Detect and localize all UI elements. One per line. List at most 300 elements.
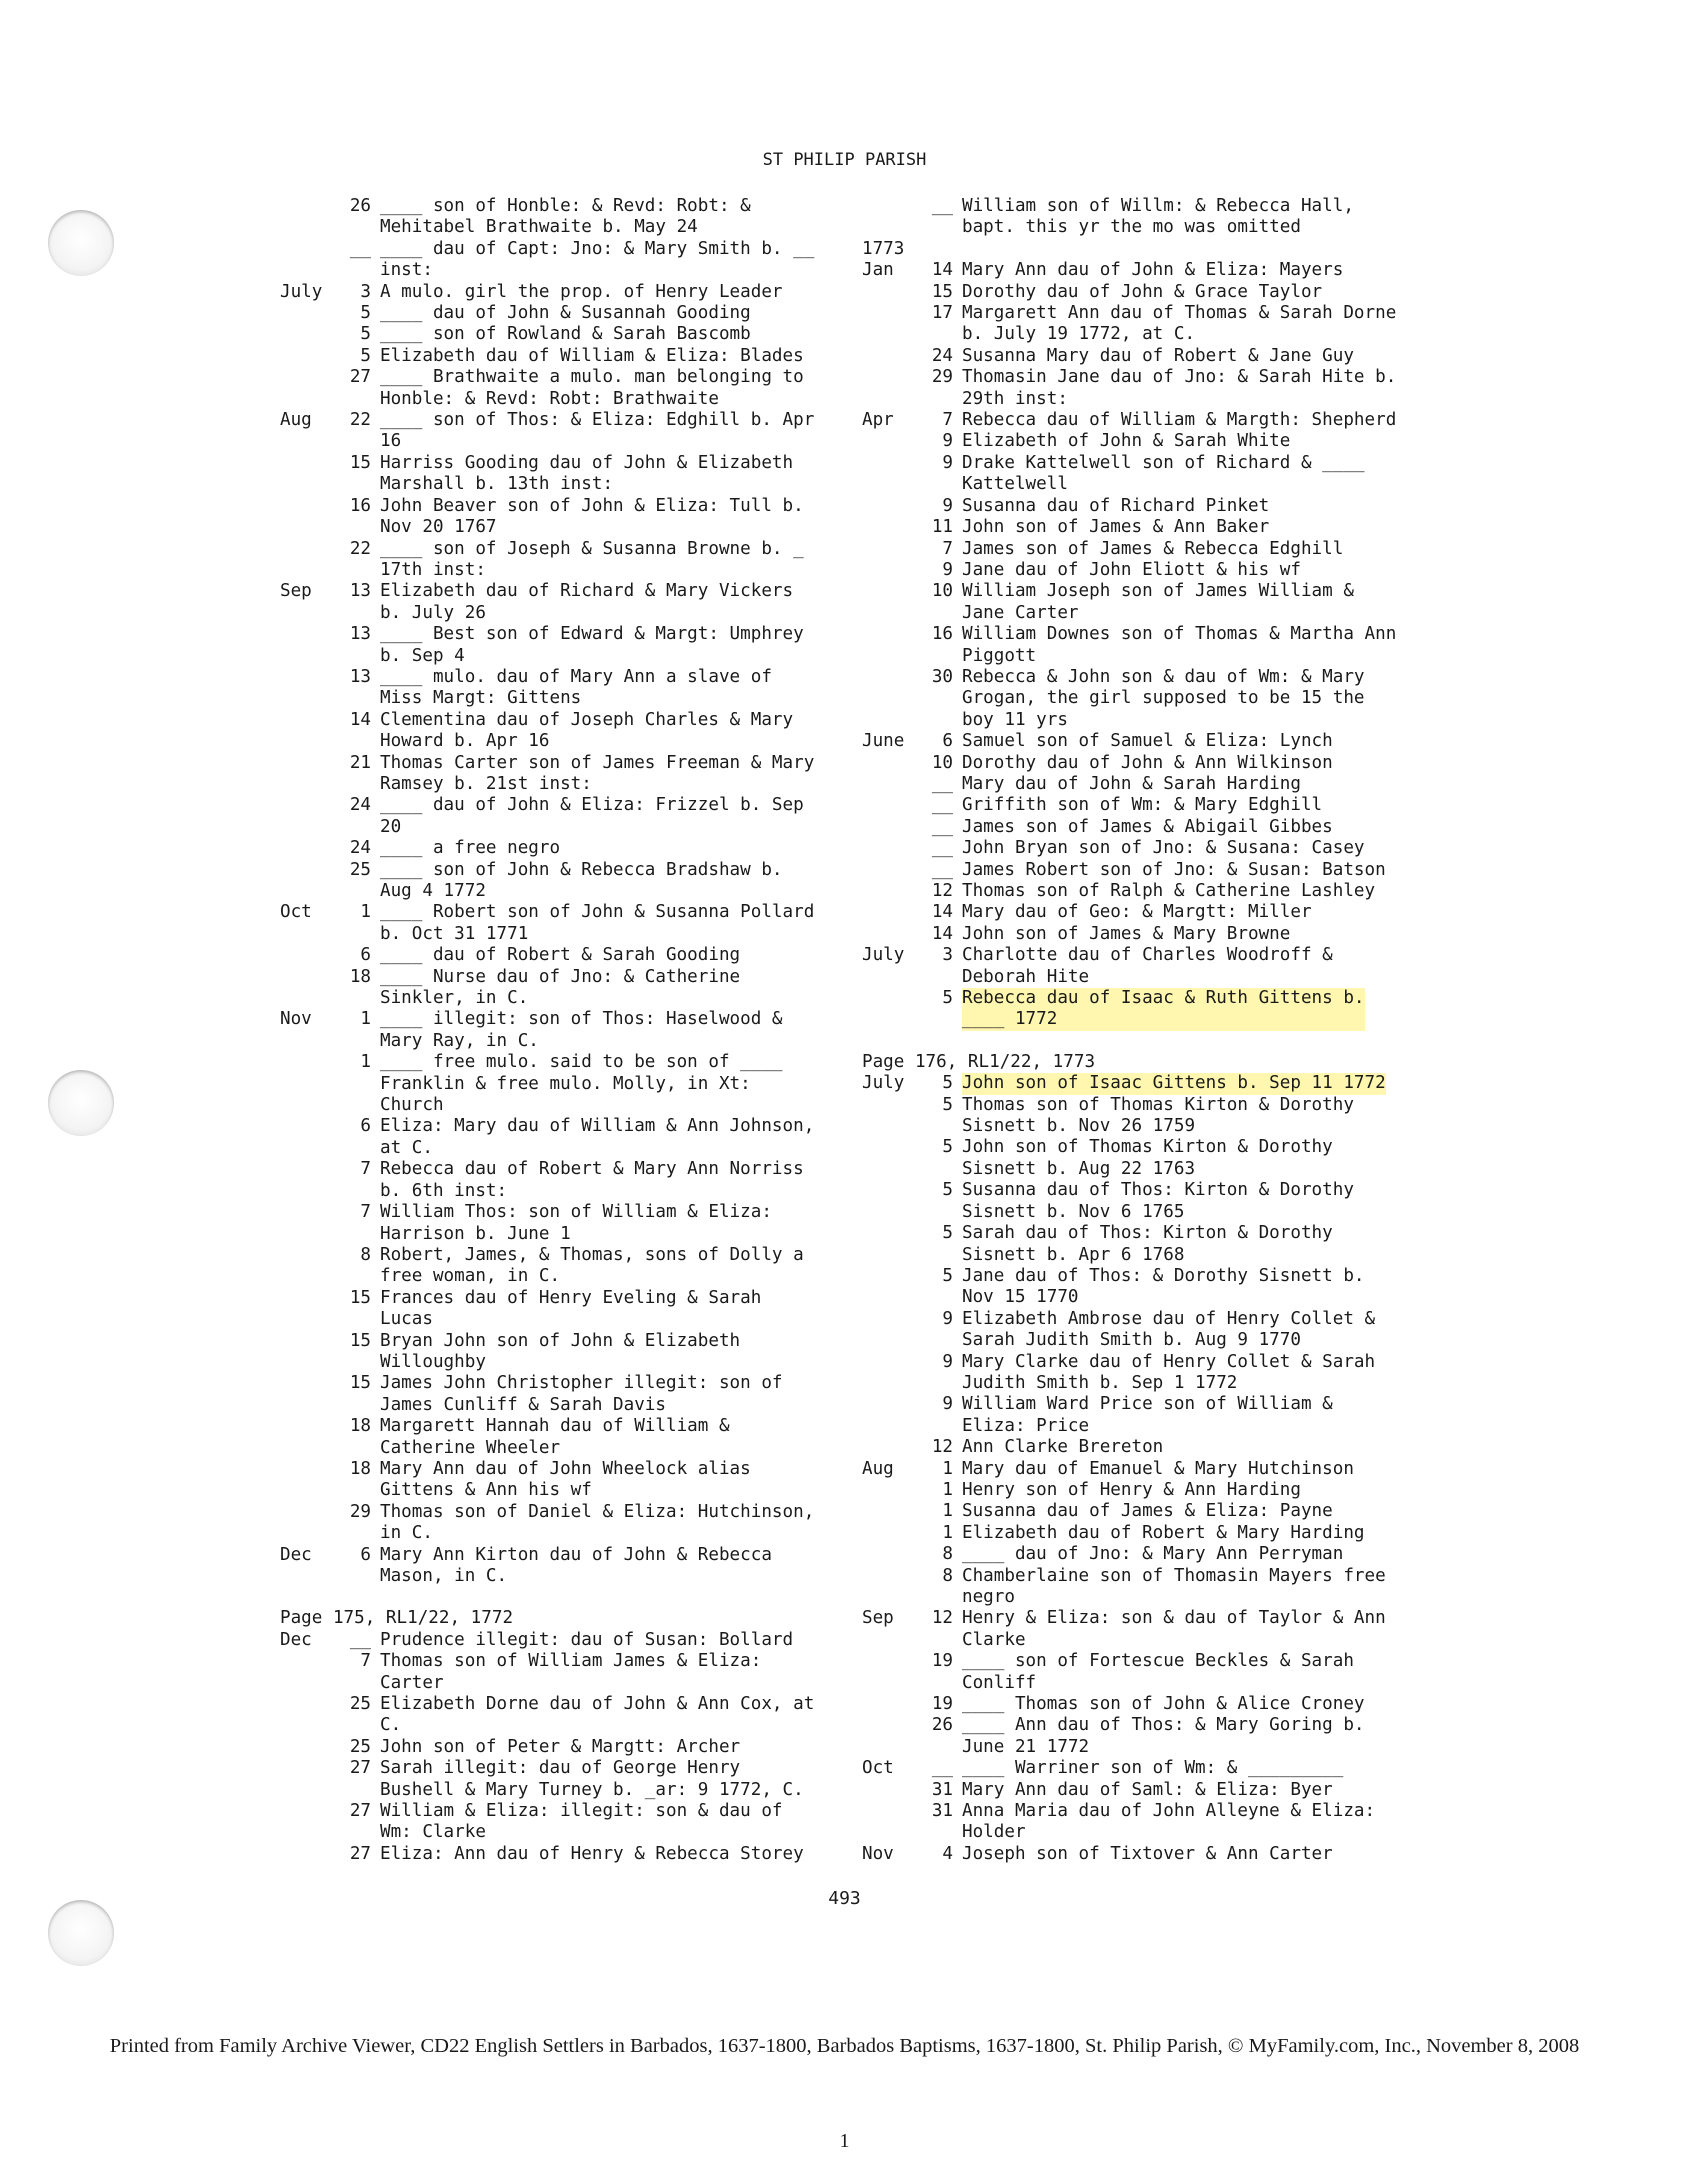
entry-line: Deborah Hite xyxy=(962,966,1090,987)
entry-line: ____ dau of Capt: Jno: & Mary Smith b. __ xyxy=(380,238,815,259)
entry-day: 12 xyxy=(931,1608,953,1629)
baptism-entry xyxy=(862,196,1422,239)
entry-month xyxy=(862,346,918,367)
entry-line: ____ Best son of Edward & Margt: Umphrey xyxy=(380,624,804,645)
baptism-entry xyxy=(280,539,840,582)
sheet-number: 1 xyxy=(839,2130,850,2152)
entry-month: Sep xyxy=(280,581,312,602)
baptism-entry xyxy=(862,753,1422,774)
baptism-entry xyxy=(862,453,1422,496)
entry-day: 8 xyxy=(942,1565,953,1586)
baptism-entry xyxy=(862,1801,1422,1844)
entry-text xyxy=(962,1715,1365,1758)
entry-line: Church xyxy=(380,1095,444,1116)
entry-day: 16 xyxy=(349,495,371,516)
entry-text xyxy=(380,1331,740,1374)
entry-month xyxy=(862,367,918,410)
entry-month xyxy=(280,1116,336,1159)
entry-line: ____ Ann dau of Thos: & Mary Goring b. xyxy=(962,1715,1365,1736)
baptism-entry xyxy=(862,731,1422,752)
entry-text xyxy=(962,1459,1354,1480)
entry-month: Nov xyxy=(280,1009,312,1030)
baptism-entry xyxy=(862,346,1422,367)
entry-text xyxy=(962,860,1386,881)
entry-line: Anna Maria dau of John Alleyne & Eliza: xyxy=(962,1801,1376,1822)
baptism-entry xyxy=(862,667,1422,731)
entry-text xyxy=(380,1502,814,1545)
entry-text xyxy=(962,303,1396,346)
entry-text xyxy=(962,1694,1365,1715)
entry-month xyxy=(280,1202,336,1245)
entry-line: ____ dau of Jno: & Mary Ann Perryman xyxy=(962,1544,1344,1565)
entry-day: 9 xyxy=(942,1394,953,1415)
entry-line: Sisnett b. Aug 22 1763 xyxy=(962,1158,1196,1179)
baptism-entry xyxy=(280,1459,840,1502)
entry-line: Mary dau of Emanuel & Mary Hutchinson xyxy=(962,1458,1354,1479)
baptism-entry xyxy=(280,1288,840,1331)
entry-text xyxy=(380,1651,761,1694)
entry-text xyxy=(380,667,772,710)
entry-line: ____ son of Joseph & Susanna Browne b. _ xyxy=(380,538,804,559)
entry-line: Judith Smith b. Sep 1 1772 xyxy=(962,1372,1238,1393)
entry-line: Mary Ann dau of Saml: & Eliza: Byer xyxy=(962,1779,1333,1800)
entry-day: 6 xyxy=(360,1544,371,1565)
entry-day: 9 xyxy=(942,431,953,452)
entry-day: 15 xyxy=(349,1287,371,1308)
entry-month: Dec xyxy=(280,1629,312,1650)
entry-line: Howard b. Apr 16 xyxy=(380,731,550,752)
entry-text xyxy=(380,1694,814,1737)
entry-text xyxy=(380,710,793,753)
baptism-entry xyxy=(862,1459,1422,1480)
entry-text xyxy=(380,239,814,282)
entry-month xyxy=(280,1694,336,1737)
entry-line: Thomas son of Daniel & Eliza: Hutchinson, xyxy=(380,1501,815,1522)
entry-text xyxy=(962,753,1333,774)
entry-text xyxy=(962,539,1343,560)
entry-text xyxy=(962,1544,1343,1565)
entry-text xyxy=(380,282,783,303)
entry-line: Holder xyxy=(962,1822,1026,1843)
entry-text xyxy=(380,496,804,539)
baptism-entry xyxy=(862,303,1422,346)
entry-line: b. July 19 1772, at C. xyxy=(962,324,1196,345)
entry-month xyxy=(862,1566,918,1609)
entry-day: 13 xyxy=(349,581,371,602)
baptism-entry xyxy=(280,581,840,624)
entry-month: Sep xyxy=(862,1608,894,1629)
baptism-entry xyxy=(280,303,840,324)
entry-line: John Beaver son of John & Eliza: Tull b. xyxy=(380,495,804,516)
entry-text xyxy=(380,1630,793,1651)
entry-line: Eliza: Ann dau of Henry & Rebecca Storey xyxy=(380,1843,804,1864)
entry-day: 15 xyxy=(931,281,953,302)
baptism-entry xyxy=(280,1844,840,1865)
entry-line: Thomas Carter son of James Freeman & Mary xyxy=(380,752,815,773)
entry-day: 25 xyxy=(349,859,371,880)
entry-line: Mary dau of Geo: & Margtt: Miller xyxy=(962,902,1312,923)
entry-month xyxy=(280,346,336,367)
entry-text xyxy=(962,795,1322,816)
entry-line: at C. xyxy=(380,1137,433,1158)
entry-text xyxy=(962,1180,1354,1223)
entry-line: Sinkler, in C. xyxy=(380,988,529,1009)
entry-line: Thomas son of Ralph & Catherine Lashley xyxy=(962,881,1376,901)
entry-month xyxy=(862,667,918,731)
entry-month xyxy=(280,1801,336,1844)
entry-line: Thomasin Jane dau of Jno: & Sarah Hite b. xyxy=(962,367,1397,388)
entry-day: 26 xyxy=(931,1715,953,1736)
entry-day: 19 xyxy=(931,1694,953,1715)
entry-day: 22 xyxy=(349,538,371,559)
baptism-entry xyxy=(280,367,840,410)
entry-month xyxy=(862,581,918,624)
entry-month xyxy=(862,1266,918,1309)
entry-line: Henry & Eliza: son & dau of Taylor & Ann xyxy=(962,1608,1386,1629)
entry-day: __ xyxy=(931,859,953,880)
entry-day: 31 xyxy=(931,1779,953,1800)
baptism-entry xyxy=(862,924,1422,945)
entry-month xyxy=(862,988,918,1031)
entry-line: Piggott xyxy=(962,645,1037,666)
baptism-entry xyxy=(862,624,1422,667)
entry-line: Gittens & Ann his wf xyxy=(380,1480,592,1501)
entry-line: Aug 4 1772 xyxy=(380,881,486,901)
entry-month: July xyxy=(862,945,905,966)
entry-day: 15 xyxy=(349,1373,371,1394)
entry-day: 30 xyxy=(931,666,953,687)
entry-day: 5 xyxy=(942,1265,953,1286)
entry-text xyxy=(380,1373,783,1416)
entry-day: 27 xyxy=(349,1801,371,1822)
entry-month xyxy=(280,753,336,796)
entry-text xyxy=(962,346,1354,367)
entry-month xyxy=(862,453,918,496)
entry-text xyxy=(962,496,1269,517)
baptism-entry xyxy=(862,1394,1422,1437)
entry-day: 7 xyxy=(360,1202,371,1223)
entry-day: 22 xyxy=(349,410,371,431)
entry-line: John son of Peter & Margtt: Archer xyxy=(380,1736,741,1757)
entry-line: Mehitabel Brathwaite b. May 24 xyxy=(380,217,698,238)
baptism-entry xyxy=(280,1009,840,1052)
entry-month xyxy=(862,624,918,667)
entry-day: 1 xyxy=(942,1458,953,1479)
entry-month xyxy=(862,1694,918,1715)
entry-month xyxy=(280,1288,336,1331)
baptism-entry xyxy=(280,667,840,710)
entry-line: William Thos: son of William & Eliza: xyxy=(380,1202,772,1223)
baptism-entry xyxy=(280,795,840,838)
entry-day: 27 xyxy=(349,367,371,388)
entry-line: Bryan John son of John & Elizabeth xyxy=(380,1330,741,1351)
entry-line: Rebecca dau of Isaac & Ruth Gittens b. xyxy=(962,988,1365,1009)
entry-line: Jane dau of Thos: & Dorothy Sisnett b. xyxy=(962,1265,1365,1286)
entry-day: 1 xyxy=(942,1501,953,1522)
entry-text xyxy=(380,303,751,324)
entry-month: Dec xyxy=(280,1544,312,1565)
entry-day: 10 xyxy=(931,581,953,602)
entry-text xyxy=(380,1844,804,1865)
entry-text xyxy=(962,453,1365,496)
entry-day: 1 xyxy=(942,1479,953,1500)
entry-line: ____ Warriner son of Wm: & _________ xyxy=(962,1758,1344,1779)
entry-line: Kattelwell xyxy=(962,474,1068,495)
entry-month xyxy=(280,945,336,966)
entry-month xyxy=(862,1309,918,1352)
entry-text xyxy=(380,1737,740,1758)
baptism-entry xyxy=(862,902,1422,923)
entry-day: 8 xyxy=(942,1544,953,1565)
entry-line: Mary Ann Kirton dau of John & Rebecca xyxy=(380,1544,772,1565)
baptism-entry xyxy=(862,1266,1422,1309)
entry-line: b. July 26 xyxy=(380,602,486,623)
entry-month xyxy=(280,367,336,410)
spacer xyxy=(280,1587,840,1608)
entry-text xyxy=(380,1545,772,1588)
entry-line: ____ Thomas son of John & Alice Croney xyxy=(962,1694,1365,1715)
entry-month: Aug xyxy=(280,410,312,431)
entry-text xyxy=(380,1459,751,1502)
entry-line: Conliff xyxy=(962,1672,1037,1693)
entry-line: 29th inst: xyxy=(962,388,1068,409)
entry-text xyxy=(962,1480,1301,1501)
entry-day: 5 xyxy=(360,303,371,324)
baptism-entry xyxy=(862,1480,1422,1501)
entry-line: Honble: & Revd: Robt: Brathwaite xyxy=(380,388,719,409)
entry-line: ____ son of Thos: & Eliza: Edghill b. Apr xyxy=(380,410,815,431)
baptism-entry xyxy=(280,753,840,796)
section-heading: Page 176, RL1/22, 1773 xyxy=(862,1051,1096,1072)
entry-month xyxy=(862,860,918,881)
baptism-entry xyxy=(862,1073,1422,1094)
entry-line: Clarke xyxy=(962,1629,1026,1650)
entry-day: 5 xyxy=(942,1137,953,1158)
entry-text xyxy=(380,1245,804,1288)
entry-month xyxy=(280,1651,336,1694)
entry-line: ____ son of Fortescue Beckles & Sarah xyxy=(962,1651,1354,1672)
baptism-entry xyxy=(280,1116,840,1159)
entry-text xyxy=(962,260,1343,281)
entry-month xyxy=(280,860,336,903)
baptism-entry xyxy=(862,795,1422,816)
entry-text xyxy=(380,346,804,367)
entry-line: in C. xyxy=(380,1523,433,1544)
entry-line: John son of Isaac Gittens b. Sep 11 1772 xyxy=(962,1073,1386,1094)
entry-text xyxy=(380,1052,783,1116)
entry-text xyxy=(962,1651,1354,1694)
page-number: 493 xyxy=(828,1888,861,1909)
entry-line: Eliza: Price xyxy=(962,1415,1090,1436)
baptism-entry xyxy=(862,945,1422,988)
entry-month xyxy=(280,795,336,838)
entry-line: ____ son of Rowland & Sarah Bascomb xyxy=(380,324,751,345)
entry-text xyxy=(962,196,1354,239)
entry-day: 7 xyxy=(360,1651,371,1672)
entry-day: 31 xyxy=(931,1801,953,1822)
entry-text xyxy=(962,517,1269,538)
entry-line: Thomas son of Thomas Kirton & Dorothy xyxy=(962,1094,1354,1115)
entry-line: Mary Ray, in C. xyxy=(380,1030,539,1051)
entry-line: James son of James & Rebecca Edghill xyxy=(962,538,1344,559)
entry-text xyxy=(962,1523,1365,1544)
entry-month xyxy=(280,1459,336,1502)
entry-line: Rebecca dau of William & Margth: Shepherd xyxy=(962,410,1397,431)
entry-day: 14 xyxy=(931,260,953,281)
entry-line: ____ Robert son of John & Susanna Pollard xyxy=(380,902,815,923)
entry-month xyxy=(862,924,918,945)
entry-day: 25 xyxy=(349,1736,371,1757)
entry-day: 6 xyxy=(360,1116,371,1137)
entry-text xyxy=(962,1309,1375,1352)
entry-line: William son of Willm: & Rebecca Hall, xyxy=(962,196,1354,216)
entry-line: Henry son of Henry & Ann Harding xyxy=(962,1479,1301,1500)
baptism-entry xyxy=(862,1844,1422,1865)
baptism-entry xyxy=(862,517,1422,538)
entry-line: Sarah illegit: dau of George Henry xyxy=(380,1758,741,1779)
entry-line: Prudence illegit: dau of Susan: Bollard xyxy=(380,1629,794,1650)
entry-line: Franklin & free mulo. Molly, in Xt: xyxy=(380,1073,751,1094)
entry-text xyxy=(962,1801,1375,1844)
entry-line: b. Oct 31 1771 xyxy=(380,923,529,944)
left-column xyxy=(280,196,840,1865)
baptism-entry xyxy=(280,1052,840,1116)
entry-text xyxy=(380,367,804,410)
entry-line: James Robert son of Jno: & Susan: Batson xyxy=(962,859,1386,880)
baptism-entry xyxy=(862,1095,1422,1138)
entry-day: 10 xyxy=(931,752,953,773)
entry-month xyxy=(280,453,336,496)
baptism-entry xyxy=(280,710,840,753)
entry-text xyxy=(962,1073,1386,1094)
entry-month: July xyxy=(862,1073,905,1094)
entry-month xyxy=(862,1651,918,1694)
entry-day: __ xyxy=(931,196,953,216)
section-heading: 1773 xyxy=(862,238,905,259)
entry-line: ____ son of Honble: & Revd: Robt: & xyxy=(380,196,751,216)
entry-month: Aug xyxy=(862,1458,894,1479)
entry-text xyxy=(962,924,1290,945)
entry-month xyxy=(862,496,918,517)
entry-day: 18 xyxy=(349,1416,371,1437)
baptism-entry xyxy=(280,1202,840,1245)
entry-month xyxy=(280,1758,336,1801)
entry-line: Susanna Mary dau of Robert & Jane Guy xyxy=(962,345,1354,366)
entry-day: 1 xyxy=(360,902,371,923)
entry-day: 4 xyxy=(942,1843,953,1864)
entry-line: Sarah dau of Thos: Kirton & Dorothy xyxy=(962,1223,1333,1244)
section-heading: Page 175, RL1/22, 1772 xyxy=(280,1608,514,1629)
entry-line: Nov 20 1767 xyxy=(380,517,497,538)
entry-line: William Ward Price son of William & xyxy=(962,1394,1333,1415)
entry-day: 16 xyxy=(931,624,953,645)
entry-month: June xyxy=(862,731,905,752)
entry-text xyxy=(380,624,804,667)
entry-text xyxy=(962,367,1396,410)
entry-line: ____ Nurse dau of Jno: & Catherine xyxy=(380,966,741,987)
entry-month xyxy=(862,539,918,560)
baptism-entry xyxy=(862,1758,1422,1779)
entry-month xyxy=(862,1095,918,1138)
entry-text xyxy=(962,1608,1386,1651)
entry-line: 16 xyxy=(380,431,402,452)
entry-line: William Joseph son of James William & xyxy=(962,581,1354,602)
entry-text xyxy=(380,967,740,1010)
entry-month xyxy=(862,1480,918,1501)
entry-line: Elizabeth dau of William & Eliza: Blades xyxy=(380,345,804,366)
baptism-entry xyxy=(280,346,840,367)
entry-line: ____ son of John & Rebecca Bradshaw b. xyxy=(380,859,783,880)
entry-month xyxy=(862,1801,918,1844)
baptism-entry xyxy=(280,324,840,345)
entry-text xyxy=(962,581,1354,624)
punch-hole xyxy=(48,210,114,276)
entry-line: William Downes son of Thomas & Martha Ann xyxy=(962,624,1397,645)
baptism-entry xyxy=(862,988,1422,1031)
entry-text xyxy=(962,1223,1333,1266)
entry-month xyxy=(280,624,336,667)
entry-text xyxy=(962,1137,1333,1180)
entry-day: __ xyxy=(931,795,953,816)
baptism-entry xyxy=(280,1502,840,1545)
entry-text xyxy=(962,731,1333,752)
baptism-entry xyxy=(862,1608,1422,1651)
baptism-entry xyxy=(862,774,1422,795)
entry-text xyxy=(380,324,751,345)
entry-line: Margarett Ann dau of Thomas & Sarah Dorne xyxy=(962,303,1397,324)
entry-month: Oct xyxy=(280,902,312,923)
entry-day: __ xyxy=(931,1758,953,1779)
entry-month xyxy=(862,795,918,816)
entry-line: James son of James & Abigail Gibbes xyxy=(962,816,1333,837)
entry-line: Ramsey b. 21st inst: xyxy=(380,773,592,794)
entry-text xyxy=(962,624,1396,667)
entry-line: Willoughby xyxy=(380,1351,486,1372)
entry-line: Susanna dau of Richard Pinket xyxy=(962,495,1270,516)
baptism-entry xyxy=(862,496,1422,517)
entry-text xyxy=(380,838,560,859)
entry-text xyxy=(380,860,783,903)
entry-line: ____ dau of John & Susannah Gooding xyxy=(380,303,751,324)
entry-month xyxy=(862,1501,918,1522)
entry-text xyxy=(380,453,793,496)
entry-text xyxy=(962,1566,1386,1609)
right-column xyxy=(862,196,1422,1865)
punch-hole xyxy=(48,1070,114,1136)
baptism-entry xyxy=(280,1758,840,1801)
entry-month: Nov xyxy=(862,1843,894,1864)
baptism-entry xyxy=(862,838,1422,859)
entry-month xyxy=(280,324,336,345)
entry-line: Elizabeth Ambrose dau of Henry Collet & xyxy=(962,1308,1376,1329)
entry-text xyxy=(962,1780,1333,1801)
entry-day: 25 xyxy=(349,1694,371,1715)
entry-line: Drake Kattelwell son of Richard & ____ xyxy=(962,452,1365,473)
entry-month xyxy=(862,1544,918,1565)
entry-line: Dorothy dau of John & Ann Wilkinson xyxy=(962,752,1333,773)
entry-line: Griffith son of Wm: & Mary Edghill xyxy=(962,795,1323,816)
entry-line: ____ dau of Robert & Sarah Gooding xyxy=(380,945,741,966)
entry-day: 9 xyxy=(942,495,953,516)
entry-day: 21 xyxy=(349,752,371,773)
entry-month xyxy=(862,1715,918,1758)
entry-text xyxy=(962,1437,1163,1458)
entry-day: 14 xyxy=(931,923,953,944)
entry-line: Jane dau of John Eliott & his wf xyxy=(962,559,1301,580)
entry-day: 14 xyxy=(931,902,953,923)
entry-line: Chamberlaine son of Thomasin Mayers free xyxy=(962,1565,1386,1586)
entry-line: Rebecca & John son & dau of Wm: & Mary xyxy=(962,666,1365,687)
